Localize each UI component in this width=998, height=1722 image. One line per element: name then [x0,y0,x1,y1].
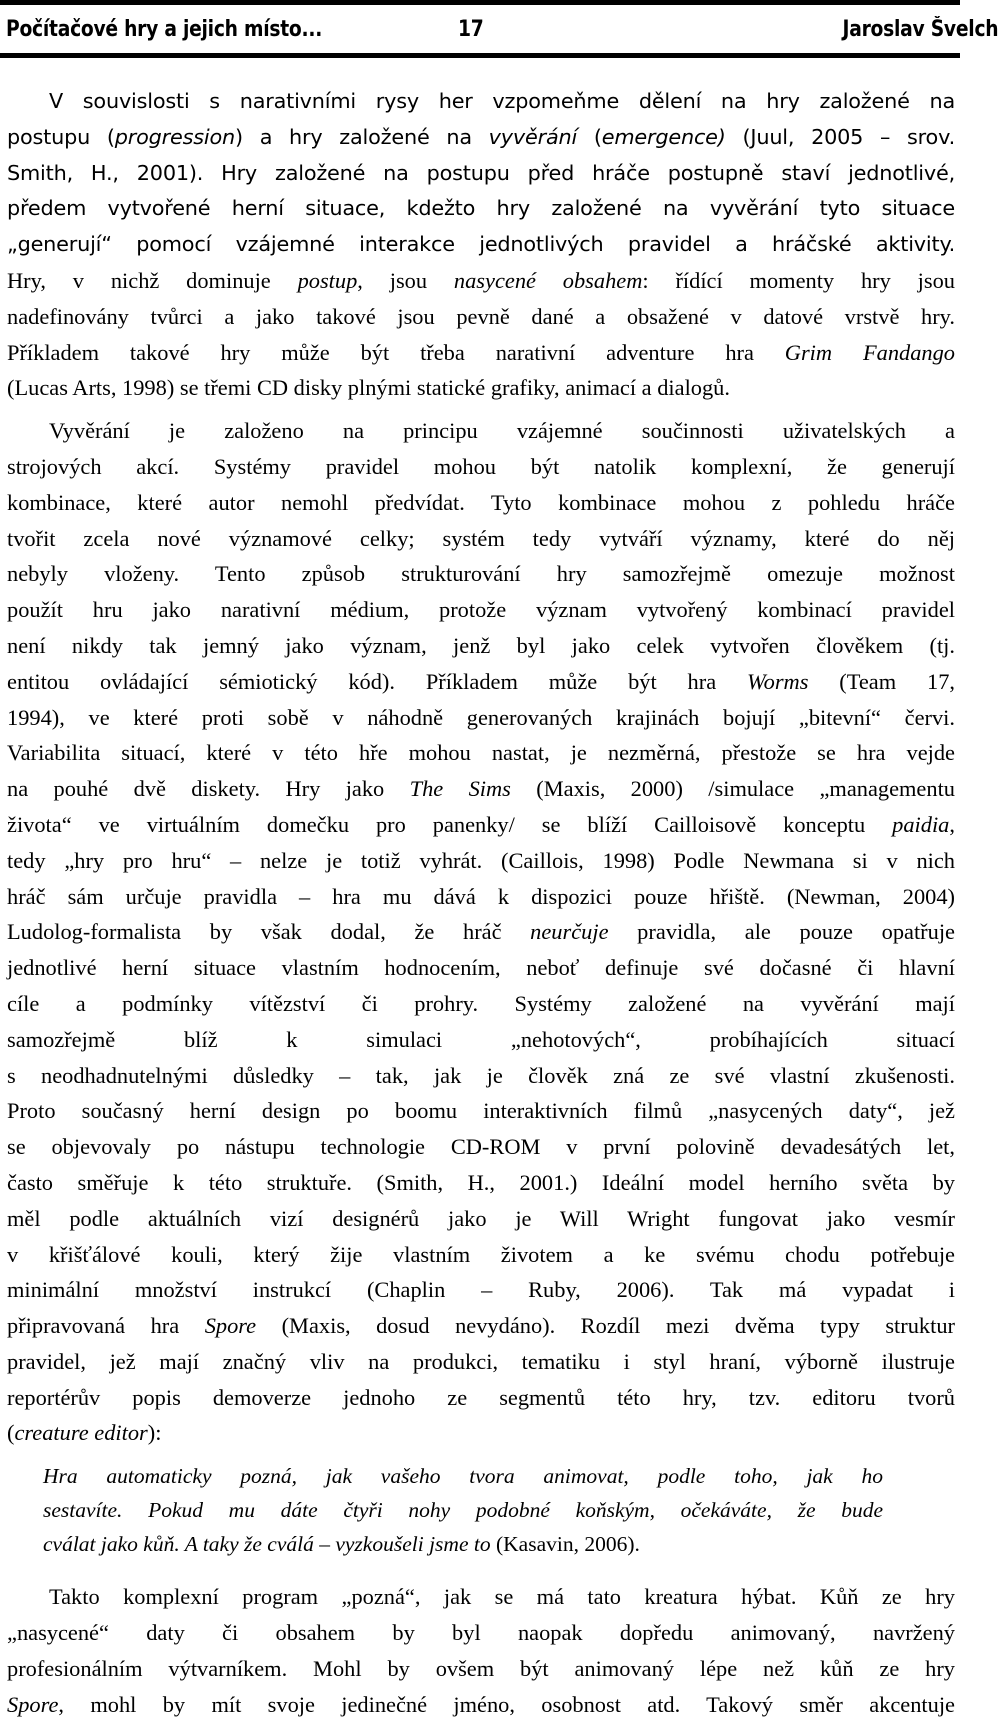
text-line: Spore, mohl by mít svoje jedinečné jméno, osobnost atd. Takový směr akcentuje [7,1691,955,1717]
text-line: (creature editor): [7,1420,162,1446]
text-line: často směřuje k této struktuře. (Smith, H., 2001.) Ideální model herního světa by [7,1169,955,1195]
text-line: se objevovaly po nástupu technologie CD-ROM v první polovině devadesátých let, [7,1134,955,1160]
text-line: Vyvěrání je založeno na principu vzájemné součinnosti uživatelských a [49,418,955,444]
text-line: připravovaná hra Spore (Maxis, dosud nevydáno). Rozdíl mezi dvěma typy struktur [7,1313,955,1339]
text-line: Ludolog-formalista by však dodal, že hráč neurčuje pravidla, ale pouze opatřuje [7,919,955,945]
header-title: Počítačové hry a jejich místo... [6,17,323,42]
text-line: Smith, H., 2001). Hry založené na postupu před hráče postupně staví jednotlivé, [7,160,955,185]
text-line: tedy „hry pro hru“ – nelze je totiž vyhrát. (Caillois, 1998) Podle Newmana si v nich [7,847,955,873]
text-line: Variabilita situací, které v této hře mohou nastat, je nezměrná, přestože se hra vejde [7,740,955,766]
text-line: Hry, v nichž dominuje postup, jsou nasycené obsahem: řídící momenty hry jsou [7,267,955,293]
text-line: 1994), ve které proti sobě v náhodně generovaných krajinách bojují „bitevní“ červi. [7,704,955,730]
paragraph-1 [7,84,955,263]
paragraph-3 [7,1579,955,1722]
quote-line: cválat jako kůň. A taky že cválá – vyzkoušeli jsme to (Kasavin, 2006). [43,1532,640,1557]
text-line: tvořit zcela nové významové celky; systém tedy vytváří významy, které do něj [7,525,955,551]
text-line: kombinace, které autor nemohl předvídat. Tyto kombinace mohou z pohledu hráče [7,489,955,515]
paragraph-1b [7,263,955,406]
text-line: nadefinovány tvůrci a jako takové jsou pevně dané a obsažené v datové vrstvě hry. [7,303,955,329]
text-line: předem vytvořené herní situace, kdežto hry založené na vyvěrání tyto situace [7,196,955,221]
text-line: profesionálním výtvarníkem. Mohl by ovšem být animovaný lépe než kůň ze hry [7,1655,955,1681]
text-line: Takto komplexní program „pozná“, jak se má tato kreatura hýbat. Kůň ze hry [49,1584,955,1610]
text-line: „generují“ pomocí vzájemné interakce jednotlivých pravidel a hráčské aktivity. [7,232,955,257]
block-quote [43,1459,883,1561]
text-line: Proto současný herní design po boomu interaktivních filmů „nasycených daty“, jež [7,1098,955,1124]
text-line: jednotlivé herní situace vlastním hodnocením, neboť definuje své dočasné či hlavní [7,955,955,981]
text-line: nebyly vloženy. Tento způsob strukturování hry samozřejmě omezuje možnost [7,561,955,587]
text-line: V souvislosti s narativními rysy her vzpomeňme dělení na hry založené na [49,89,955,113]
text-line: minimální množství instrukcí (Chaplin – Ruby, 2006). Tak má vypadat i [7,1277,955,1303]
text-line: pravidel, jež mají značný vliv na produkci, tematiku i styl hraní, výborně ilustruje [7,1348,955,1374]
text-line: života“ ve virtuálním domečku pro panenky/ se blíží Cailloisově konceptu paidia, [7,811,955,837]
text-line: použít hru jako narativní médium, protože význam vytvořený kombinací pravidel [7,597,955,623]
text-line: (Lucas Arts, 1998) se třemi CD disky plnými statické grafiky, animací a dialogů. [7,375,730,401]
text-line: v křišťálové kouli, který žije vlastním životem a ke svému chodu potřebuje [7,1241,955,1267]
text-line: cíle a podmínky vítězství či prohry. Systémy založené na vyvěrání mají [7,990,955,1016]
page-number: 17 [458,17,484,42]
page-header [0,0,998,58]
header-author: Jaroslav Švelch [842,17,998,42]
text-line: postupu (progression) a hry založené na vyvěrání (emergence) (Juul, 2005 – srov. [7,124,955,149]
text-line: reportérův popis demoverze jednoho ze segmentů této hry, tzv. editoru tvorů [7,1384,955,1410]
text-line: na pouhé dvě diskety. Hry jako The Sims (Maxis, 2000) /simulace „managementu [7,776,955,802]
text-line: „nasycené“ daty či obsahem by byl naopak dopředu animovaný, navržený [7,1620,955,1646]
text-line: není nikdy tak jemný jako význam, jenž byl jako celek vytvořen člověkem (tj. [7,632,955,658]
paragraph-2 [7,413,955,1451]
quote-line: sestavíte. Pokud mu dáte čtyři nohy podobné koňským, očekáváte, že bude [43,1498,883,1523]
text-line: hráč sám určuje pravidla – hra mu dává k dispozici pouze hřiště. (Newman, 2004) [7,883,955,909]
document-body [7,84,955,1722]
text-line: měl podle aktuálních vizí designérů jako je Will Wright fungovat jako vesmír [7,1205,955,1231]
text-line: samozřejmě blíž k simulaci „nehotových“, probíhajících situací [7,1026,955,1052]
text-line: entitou ovládající sémiotický kód). Příkladem může být hra Worms (Team 17, [7,668,956,694]
text-line: s neodhadnutelnými důsledky – tak, jak je člověk zná ze své vlastní zkušenosti. [7,1062,955,1088]
text-line: Příkladem takové hry může být třeba narativní adventure hra Grim Fandango [7,339,955,365]
quote-line: Hra automaticky pozná, jak vašeho tvora animovat, podle toho, jak ho [43,1464,883,1489]
text-line: strojových akcí. Systémy pravidel mohou být natolik komplexní, že generují [7,453,955,479]
